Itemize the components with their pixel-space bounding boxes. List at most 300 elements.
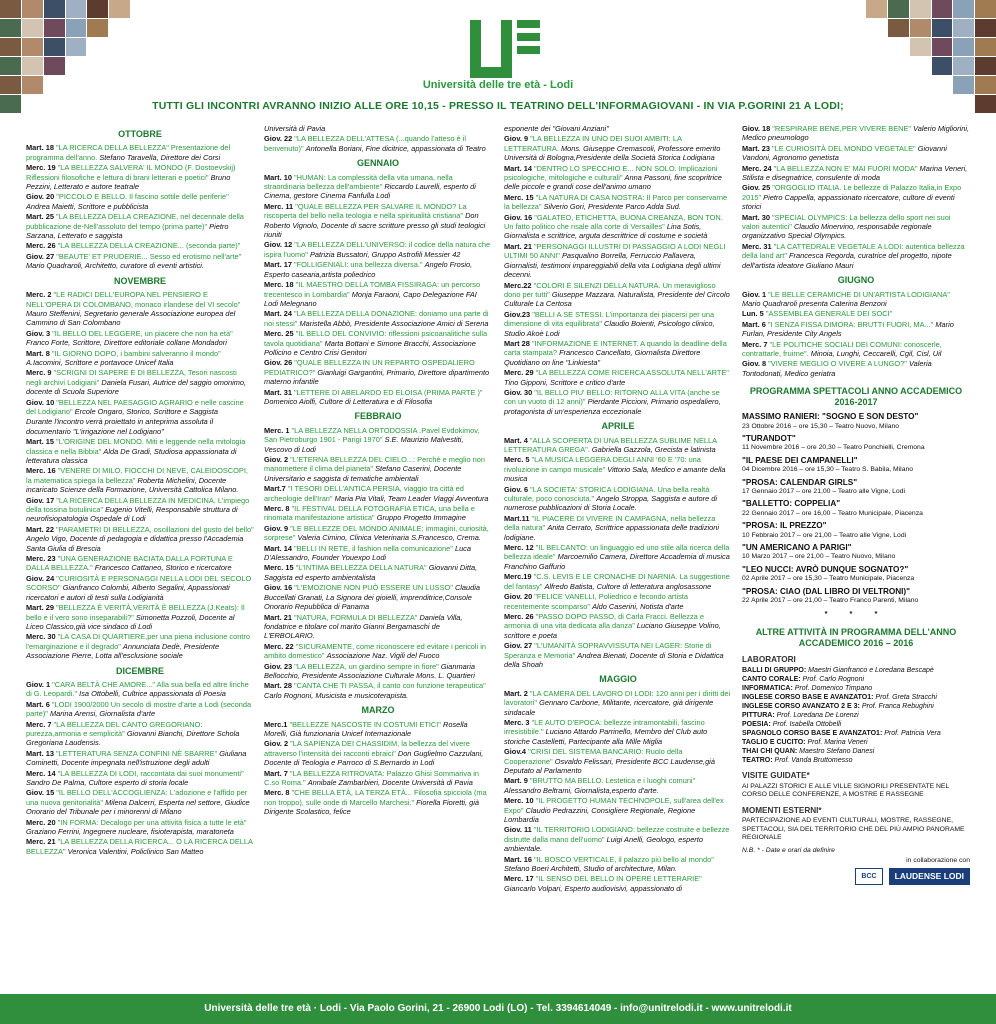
collage-photo: [888, 19, 909, 37]
event-speaker: Giuliana Cominetti, Docente impegnata nell'istruzione degli adulti: [26, 748, 247, 768]
event-title: "IL PROGETTO HUMAN TECHNOPOLE, sull'area dell'ex Expo": [504, 796, 724, 815]
event-date: Mart. 4: [504, 435, 528, 445]
event-speaker: Riccardo Laurelli, esperto di Cinema, gestore Cinema Fanfulla Lodi: [264, 182, 476, 201]
event-item: [26, 252, 254, 271]
event-date: Giov. 16: [504, 212, 533, 222]
event-title: "VIVERE MEGLIO O VIVERE A LUNGO?": [768, 359, 907, 369]
collage-photo: [866, 0, 887, 18]
event-date: Giov. 11: [504, 825, 532, 835]
event-title: "FOLLIGENIALI: una bellezza diversa.": [294, 260, 423, 270]
event-title: "VENERE DI MILO, FIOCCHI DI NEVE, CALEIDOSCOPI, la matematica spiega la bellezza": [26, 466, 248, 485]
event-date: Giov. 16: [264, 583, 293, 593]
event-item: [504, 796, 732, 824]
event-speaker: Francesco Cattaneo, Storico e ricercatore: [94, 563, 232, 573]
collage-photo: [953, 0, 974, 18]
event-speaker: Valeria Cimino, Clinica Veterinaria S.Francesco, Crema.: [297, 533, 481, 543]
event-item: [504, 874, 732, 893]
event-speaker: Mons. Giuseppe Cremascoli, Professore emerito Università di Bologna,Presidente della Società Storica Lodigiana: [504, 143, 721, 163]
show-name: MASSIMO RANIERI: "SOGNO E SON DESTO": [742, 412, 919, 422]
event-date: Merc. 8: [264, 788, 290, 798]
event-speaker: Andrea Bienati, Docente di Storia e Didattica della Shoah: [504, 650, 724, 669]
collage-photo: [22, 0, 43, 18]
event-speaker: Marina Veneri, Stilista e disegnatrice, consulente di moda: [742, 163, 968, 183]
event-speaker: Stefano Caserini, Docente Universitario e saggista di tematiche ambientali: [264, 464, 462, 483]
event-speaker: Claudio Minervino, responsabile regionale organizzativo Special Olympics.: [742, 222, 932, 241]
event-date: Mart. 18: [26, 143, 54, 153]
event-title: "LE AUTO D'EPOCA: bellezze intramontabili, fascino irresistibile.": [504, 717, 705, 737]
event-item: [504, 641, 732, 669]
event-speaker: Carlo Rognoni, Musicista e musicoterapista.: [264, 690, 409, 700]
collage-photo: [66, 57, 87, 75]
event-item: [26, 192, 254, 211]
collage-photo: [866, 38, 887, 56]
logo-title: Università delle tre età - Lodi: [422, 79, 574, 91]
collage-photo: [109, 0, 130, 18]
event-speaker: Fiorella Fioretti, già Dirigente Scolastico, felice: [264, 797, 480, 817]
collage-photo: [109, 19, 130, 37]
month-heading: MAGGIO: [599, 674, 637, 685]
event-title: "IL TERRITORIO LODIGIANO: bellezze costruite e bellezze distrutte dalla mano dell'uomo": [504, 825, 730, 844]
month-heading: MARZO: [361, 705, 395, 716]
event-title: "LE POLITICHE SOCIALI DEI COMUNI: conoscerle, contrattarle, fruirne".: [742, 339, 942, 358]
show-item: [742, 499, 970, 518]
event-speaker: Luigi Anelli, Geologo, esperto ambientale.: [504, 834, 703, 854]
event-title: "BELLEZZA NEL PAESAGGIO AGRARIO e nelle cascine del Lodigiano": [26, 397, 244, 416]
month-heading: OTTOBRE: [118, 129, 162, 139]
lab-teacher: Maestro Stefano Danesi: [799, 748, 875, 756]
collage-photo: [22, 19, 43, 37]
event-title: "L'INTIMA BELLEZZA DELLA NATURA": [295, 563, 427, 573]
event-date: Merc. 16: [26, 466, 56, 476]
headline: TUTTI GLI INCONTRI AVRANNO INIZIO ALLE ORE 10,15 - PRESSO IL TEATRINO DELL'INFORMAGIOVANI - IN VIA P.GORINI 21 A LODI;: [152, 100, 844, 112]
event-date: Giov. 26: [264, 358, 293, 368]
labs-title: LABORATORI: [742, 654, 796, 664]
event-item: [504, 436, 732, 455]
event-speaker: Don Guglielmo Cazzulani, Docente di Teologia e Parroco di S.Bernardo in Lodi: [264, 748, 484, 768]
event-date: Mart. 14: [504, 163, 532, 173]
event-date: Merc. 8: [264, 504, 290, 514]
event-item: [264, 426, 492, 454]
show-name: "UN AMERICANO A PARIGI": [742, 543, 852, 553]
event-item: [264, 388, 492, 407]
event-item: [264, 662, 492, 681]
event-date: Merc. 21: [26, 837, 56, 847]
event-speaker: Marcoemilio Camera, Direttore Accademia di musica Franchino Gaffurio: [504, 552, 730, 571]
lab-name: INGLESE CORSO BASE E AVANZATO1:: [742, 694, 874, 702]
event-item: [264, 544, 492, 563]
lab-name: INFORMATICA:: [742, 685, 793, 693]
collage-photo: [87, 19, 108, 37]
event-title: "FELICE VANELLI, Poliedrico e fecondo artista recentemente scomparso": [504, 592, 688, 611]
event-date: Giov. 1: [26, 679, 51, 689]
event-speaker: Andrea Maietti, Scrittore e pubblicista: [26, 201, 149, 211]
event-date: Giov.4: [504, 747, 527, 757]
event-title: "IN FORMA: Decalogo per una attività fisica a tutte le età": [57, 817, 247, 827]
lab-teacher: Prof. Vanda Bruttomesso: [774, 757, 853, 765]
event-speaker: Luciano Giuseppe Volino, scrittore e poeta: [504, 621, 721, 640]
event-title: "COLORI E SILENZI DELLA NATURA. Un meraviglioso dono per tutti": [504, 280, 716, 299]
event-date: Merc. 23: [26, 554, 56, 564]
event-date: Giov. 27: [26, 251, 55, 261]
collage-photo: [910, 19, 931, 37]
event-item: [742, 242, 970, 270]
event-title: "INFORMAZIONE E INTERNET. A quando la deadline della carta stampata?: [504, 338, 727, 358]
event-date: Mart. 10: [264, 172, 292, 182]
photo-collage-right: [866, 0, 996, 115]
show-info: 10 Marzo 2017 – ore 21,00 – Teatro Nuovo, Milano: [742, 553, 896, 561]
event-item: [264, 504, 492, 523]
lab-name: BALLI DI GRUPPO:: [742, 667, 807, 675]
event-item: [264, 455, 492, 483]
other-activities-title: ALTRE ATTIVITÀ IN PROGRAMMA DELL'ANNO ACCADEMICO 2016 – 2016: [755, 626, 957, 648]
event-title: "LA BELLEZZA DELLA CREAZIONE, nel decennale della pubblicazione de-Nell'assoluto del tempo (prima parte)": [26, 212, 244, 231]
lab-teacher: Prof. Domenico Timpano: [794, 685, 873, 693]
event-title: "LE RADICI DELL'EUROPA NEL PENSIERO E NELL'OPERA DI COLOMBANO, monaco irlandese del VI secolo": [26, 290, 241, 309]
lab-name: CANTO CORALE:: [742, 676, 801, 684]
event-title: "LA SOCIETA' STORICA LODIGIANA. Una bella realtà culturale, poco conosciuta.": [504, 484, 710, 504]
event-date: Merc. 17: [504, 874, 534, 884]
show-info: 02 Aprile 2017 – ore 15,30 – Teatro Municipale, Piacenza: [742, 575, 915, 583]
program-columns: [26, 124, 976, 994]
event-item: [504, 455, 732, 483]
lab-item: [742, 738, 970, 747]
event-item: [264, 484, 492, 503]
event-title: "SPECIAL OLYMPICS: La bellezza dello sport nei suoi valori autentici": [742, 212, 951, 232]
event-title: "CRISI DEL SISTEMA BANCARIO: Ruolo della Cooperazione": [504, 747, 683, 766]
event-speaker: Giovanni Vandoni, Agronomo genetista: [742, 143, 947, 163]
event-title: "RESPIRARE BENE,PER VIVERE BENE": [772, 124, 912, 133]
event-item: [504, 592, 732, 611]
collage-photo: [975, 38, 996, 56]
event-speaker: Silverio Gori, Presidente Parco Adda Sud.: [543, 202, 681, 212]
collage-photo: [66, 0, 87, 18]
event-title: "IL BELLO DEL CONVIVIO: riflessioni psicoanalitiche sulla tavola quotidiana": [264, 329, 488, 348]
event-title: "IL BELLO PIU' BELLO: RITORNO ALLA VITA (anche se con un vuoto di 12 anni)": [504, 387, 720, 407]
event-speaker: Vittorio Sala, Medico e amante della musica: [504, 464, 726, 484]
event-speaker: Gabriella Gazzola, Grecista e latinista: [591, 445, 716, 454]
event-item: [504, 281, 732, 309]
event-date: Mart. 16: [504, 854, 532, 864]
event-speaker: Luca D'Alessandro, Founder Youexpo Lodi: [264, 543, 471, 563]
event-title: "IL BELLO DELL'ACCOGLIENZA: L'adozione e l'affido per una nuova genitorialità": [26, 788, 248, 807]
event-date: Giov. 27: [504, 641, 533, 651]
event-title: "QUALE BELLEZZA PER SALVARE IL MONDO? La riscoperta del bello nella teologia e nella spiritualità cristiana": [264, 201, 467, 221]
collage-photo: [975, 57, 996, 75]
event-speaker: Patrizia Bussatori, Gruppo Astrofili Messier 42: [309, 249, 461, 259]
collage-photo: [109, 57, 130, 75]
event-title: "L'ETERNA BELLEZZA DEL CIELO...: Perchè e meglio non manomettere il clima del pianeta": [264, 455, 485, 474]
show-item: [742, 478, 970, 497]
shows-list: [742, 412, 970, 605]
event-title: "LA CASA DI QUARTIERE,per una piena inclusione contro l'emarginazione e il degrado": [26, 632, 250, 651]
event-speaker: Stefano Taravella, Direttore dei Corsi: [99, 152, 221, 162]
event-date: Giov. 15: [26, 788, 55, 798]
collage-photo: [0, 38, 21, 56]
collage-photo: [22, 57, 43, 75]
moments-text: PARTECIPAZIONE AD EVENTI CULTURALI, MOSTRE, RASSEGNE, SPETTACOLI, SIA DEL TERRITORIO CHE DEL PIÙ AMPIO PANORAME REGIONALE: [742, 817, 965, 842]
event-title: "BELLI IN RETE, il fashion nella comunicazione": [294, 543, 453, 553]
event-title: "LA BELLEZZA DI LODI, raccontata dai suoi monumenti": [57, 768, 244, 778]
event-date: Mart. 25: [26, 212, 54, 222]
event-title: "HUMAN: La complessità della vita umana, nella straordinaria bellezza dell'ambiente": [264, 172, 453, 192]
show-item: [742, 456, 970, 475]
show-name: "PROSA: CIAO (DAL LIBRO DI VELTRONI)": [742, 586, 911, 596]
event-title: "L'UMANITÀ SOPRAVVISSUTA NEI LAGER: Storie di Speranza e Memoria": [504, 641, 712, 660]
event-item: [26, 417, 254, 436]
collage-photo: [22, 38, 43, 56]
month-heading: GIUGNO: [837, 275, 875, 286]
event-item: [26, 437, 254, 465]
event-item: [26, 329, 254, 348]
event-title: "IL FESTIVAL DELLA FOTOGRAFIA ETICA, una bella e rinomata manifestazione artistica": [264, 504, 475, 523]
event-title: "CANTA CHE TI PASSA, il canto con funzione terapeutica": [294, 681, 486, 691]
collage-photo: [888, 0, 909, 18]
event-date: Mart. 9: [504, 776, 528, 786]
event-item: [26, 749, 254, 768]
event-date: Merc. 10: [504, 796, 534, 806]
event-date: Mart. 28: [264, 681, 292, 691]
event-title: "LA BELLEZZA IN UNO DEI SUOI AMBITI: LA LETTERATURA.: [504, 134, 682, 153]
unitre-logo: [470, 20, 540, 78]
lab-teacher: Prof. Marina Veneri: [807, 739, 868, 747]
event-speaker: Alfredo Batista, Cultore di letteratura anglosassone: [544, 581, 712, 591]
event-title: "IL BOSCO VERTICALE, il palazzo più bello al mondo": [534, 854, 714, 864]
event-item: [742, 164, 970, 183]
shows-title: PROGRAMMA SPETTACOLI ANNO ACCADEMICO 2016-2017: [749, 386, 963, 408]
event-date: Merc. 1: [264, 425, 290, 435]
column-3: [504, 124, 732, 894]
event-date: Mart. 8: [26, 348, 50, 358]
event-speaker: Valeria Tontodonati, Medico geriatra: [742, 359, 932, 378]
event-title: "IL BELLO DEL LEGGERE, un piacere che non ha età": [52, 328, 233, 338]
event-speaker: Angelo Frosio, Esperto casearia,artista poliedrico: [264, 260, 473, 279]
event-item: [504, 339, 732, 367]
event-date: Merc.19: [504, 572, 532, 582]
event-title: "CHE BELLA ETÀ, LA TERZA ETÀ... Filosofia spicciola (ma non troppo), sulle onde di Marcello Marchesi.": [264, 788, 487, 807]
event-speaker: Università di Pavia: [264, 124, 326, 133]
event-date: Merc. 18: [264, 280, 294, 290]
collage-photo: [44, 38, 65, 56]
show-item: [742, 412, 970, 431]
event-title: "LETTERE DI ABELARDO ED ELOISA (PRIMA PARTE )": [294, 387, 483, 397]
event-date: Merc. 26: [26, 241, 56, 251]
event-date: Giov. 12: [264, 240, 293, 250]
event-speaker: Annibale Zambarbieri, Docente Università di Pavia: [307, 778, 473, 787]
event-date: Merc. 7: [26, 719, 52, 729]
event-title: "LE CURIOSITÀ DEL MONDO VEGETALE": [772, 143, 916, 153]
event-speaker: Annunciata Dedè, Presidente Associazione Pierre, Lotta all'esclusione sociale: [26, 641, 220, 661]
event-item: [742, 290, 970, 309]
event-item: [504, 612, 732, 640]
event-speaker: Milena Dalcerri, Esperta nel settore, Giudice Onorario del Tribunale per i minorenni di Milano: [26, 797, 250, 817]
event-date: Giov. 9: [504, 134, 529, 144]
event-item: [264, 788, 492, 816]
event-speaker: Alda De Gradi, Studiosa appassionata di letteratura classica: [26, 446, 237, 465]
event-date: Mart. 6: [26, 699, 50, 709]
event-date: Merc. 15: [504, 192, 534, 202]
event-title: "PARAMETRI DI BELLEZZA, oscillazioni del gusto del bello": [56, 524, 254, 534]
event-item: [264, 524, 492, 543]
event-speaker: esponente dei "Giovani Anziani": [504, 124, 609, 133]
event-title: "IL GIORNO DOPO, i bambini salveranno il mondo": [51, 348, 221, 358]
lab-item: [742, 666, 970, 675]
collage-photo: [66, 19, 87, 37]
nb-note: N.B. * - Date e orari da definire: [742, 847, 835, 855]
event-title: "ALLA SCOPERTA DI UNA BELLEZZA SUBLIME NELLA LETTERATURA GREGA".: [504, 435, 717, 454]
collage-photo: [44, 0, 65, 18]
show-name: "PROSA: CALENDAR GIRLS": [742, 477, 858, 487]
collage-photo: [888, 38, 909, 56]
visits-text: AI PALAZZI STORICI E ALLE VILLE SIGNORILI PRESENTATE NEL CORSO DELLE CONFERENZE, A MOSTRE E RASSEGNE: [742, 782, 949, 799]
event-date: Mart. 29: [26, 603, 54, 613]
event-item: [26, 525, 254, 553]
event-title: "IL MAESTRO DELLA TOMBA FISSIRAGA: un percorso trecentesco in Lombardia": [264, 280, 481, 299]
event-item: [264, 739, 492, 767]
event-title: "SICURAMENTE, come riconoscere ed evitare i pericoli in ambito domestico": [264, 641, 486, 661]
event-speaker: Monja Faraoni, Capo Delegazione FAI Lodi Melegnano: [264, 289, 477, 308]
collage-photo: [932, 0, 953, 18]
event-item: [26, 496, 254, 524]
event-date: Merc. 3: [504, 717, 530, 727]
event-date: Giov. 10: [26, 397, 55, 407]
collage-photo: [975, 0, 996, 18]
event-date: Giov. 25: [742, 183, 771, 193]
show-item: [742, 565, 970, 584]
event-speaker: Pietro Sarzana, Letterato e saggista: [26, 221, 229, 241]
event-date: Merc. 31: [742, 241, 772, 251]
collage-photo: [87, 0, 108, 18]
lab-item: [742, 702, 970, 711]
event-date: Merc. 5: [504, 455, 530, 465]
event-item: [26, 212, 254, 240]
show-name: "LEO NUCCI: AVRÒ DUNQUE SOGNATO?": [742, 564, 909, 574]
event-date: Mart. 24: [264, 309, 292, 319]
event-date: Merc. 25: [264, 329, 294, 339]
lab-teacher: Prof. Isabella Ottobelli: [772, 721, 842, 729]
event-speaker: Antonella Boriani, Fine dicitrice, appassionata di Teatro: [305, 143, 486, 153]
event-item: [504, 485, 732, 513]
event-date: Giov. 3: [26, 328, 51, 338]
event-title: "L'EMOZIONE NON PUÒ ESSERE UN LUSSO": [294, 583, 453, 593]
event-title: "BELLEZZE NASCOSTE IN COSTUMI ETICI": [289, 719, 441, 729]
month-heading: FEBBRAIO: [354, 411, 402, 422]
event-date: Mart. 21: [504, 241, 532, 251]
event-item: [26, 163, 254, 191]
event-date: Merc. 26: [504, 611, 534, 621]
event-speaker: Sandro De Palma, Cultore esperto di storia locale: [26, 778, 189, 787]
event-speaker: Pietro Cappella, appassionato ricercatore, cultore di eventi storici: [742, 192, 955, 212]
collage-photo: [866, 19, 887, 37]
collage-photo: [910, 57, 931, 75]
lab-teacher: Prof. Franca Rebughini: [861, 703, 934, 711]
event-title: "ASSEMBLEA GENERALE DEI SOCI": [765, 309, 893, 319]
collage-photo: [888, 57, 909, 75]
event-item: [264, 769, 492, 788]
lab-name: INGLESE CORSO AVANZATO 2 E 3:: [742, 703, 860, 711]
event-title: "GALATEO, ETICHETTA, BUONA CREANZA, BON TON. Un fatto politico che risale alla corte di Versailles": [504, 212, 723, 232]
lab-name: SPAGNOLO CORSO BASE E AVANZATO1:: [742, 730, 883, 738]
event-title: "LA CAMERA DEL LAVORO DI LODI: 120 anni per i diritti dei lavoratori": [504, 688, 731, 708]
collab-label: in collaborazione con: [906, 856, 970, 864]
lab-teacher: Prof. Patricia Vera: [884, 730, 941, 738]
event-speaker: Marta Bottani e Simone Bracchi, Associazione Pollicino e Centro Crisi Genitori: [264, 338, 476, 357]
lab-name: THAI CHI QUAN:: [742, 748, 798, 756]
column-2: [264, 124, 492, 818]
event-title: "LA BELLEZZA DELL'UNIVERSO: il codice della natura che ispira l'uomo": [264, 240, 491, 259]
month-heading: APRILE: [601, 421, 635, 432]
event-item: [26, 818, 254, 837]
event-date: Mart. 6: [742, 319, 766, 329]
event-speaker: Giovanni Bianchi, Direttore Schola Gregoriana Laudensis.: [26, 728, 240, 748]
event-speaker: Mauro Steffenini, Segretario generale Associazione europea del Cammino di San Colombano: [26, 308, 236, 328]
event-title: "BRUTTO MA BELLO. Lestetica e i luoghi comuni": [529, 776, 696, 786]
lab-name: TEATRO:: [742, 757, 773, 765]
collage-photo: [0, 57, 21, 75]
event-title: "LA BELLEZZA DELLA DONAZIONE: doniamo una parte di noi stessi": [264, 309, 489, 328]
event-date: Merc. 2: [26, 290, 52, 300]
event-item: [504, 388, 732, 416]
event-speaker: Lina Sotis, Giornalista e scrittrice, arguta descrittrice di costume e società: [504, 222, 708, 241]
event-title: "UNA GENERAZIONE BACIATA DALLA FORTUNA E DALLA BELLEZZA.": [26, 554, 233, 573]
event-item: [504, 543, 732, 571]
event-item: [26, 788, 254, 816]
event-speaker: Eugenio Vitelli, Responsabile struttura di neurofisiopatologia Ospedale di Lodi: [26, 505, 238, 524]
event-date: Giov. 2: [264, 739, 289, 749]
event-item: [264, 134, 492, 153]
event-title: "LETTERATURA SENZA CONFINI NÈ SBARRE": [56, 748, 218, 758]
event-title: "LA BELLEZZA NELLA ORTODOSSIA .Pavel Evdokimov, San Pietroburgo 1901 - Parigi 1970": [264, 425, 480, 445]
lab-name: PITTURA:: [742, 712, 775, 720]
event-date: Merc. 12: [504, 543, 534, 553]
event-date: Giov. 23: [264, 661, 293, 671]
visits-title: VISITE GUIDATE*: [742, 771, 810, 781]
event-title: "SCRIGNI DI SAPERE E DI BELLEZZA, Tesori nascosti negli archivi Lodigiani": [26, 368, 237, 387]
event-date: Mart.7: [264, 484, 286, 494]
event-item: [742, 340, 970, 359]
event-item: [264, 681, 492, 700]
event-title: "PICCOLO E BELLO. Il fascino sottile delle periferie": [56, 192, 229, 202]
event-speaker: Mario Quadraroli presenta Caterina Benzoni: [742, 298, 887, 308]
event-speaker: Isa Ottobelli, Cultrice appassionata di Poesia: [79, 689, 226, 699]
event-item: [264, 613, 492, 641]
event-title: "L'ORIGINE DEL MONDO. Miti e leggende nella mitologia classica e nella Bibbia": [26, 437, 246, 456]
event-speaker: Daniela Fusari, Autrice del saggio omonimo, docente di Scuola Superiore: [26, 377, 247, 397]
event-speaker: Gianluigi Gargantini, Primario, Direttore dipartimento materno infantile: [264, 367, 490, 387]
show-info: 04 Dicembre 2016 – ore 15,30 – Teatro S. Babila, Milano: [742, 466, 914, 474]
event-title: "BELLI A SE STESSI. L'importanza dei piacersi per una dimensione di vita equilibrata": [504, 309, 715, 329]
event-item: [26, 574, 254, 602]
collage-photo: [0, 0, 21, 18]
collage-photo: [932, 19, 953, 37]
event-speaker: Alessandro Beltrami, Giornalista,esperto d'arte.: [504, 785, 659, 795]
event-speaker: Graziano Ferrini, Ingegnere nucleare, fisioterapista, maratoneta: [26, 827, 234, 837]
event-date: Mart. 23: [742, 143, 770, 153]
column-1: [26, 124, 254, 857]
footer-bar: Università delle tre età · Lodi - Via Paolo Gorini, 21 - 26900 Lodi (LO) - Tel. 3394614049 - info@unitrelodi.it - www.unitrelodi.it: [0, 994, 996, 1024]
event-item: [504, 134, 732, 162]
event-title: "DENTRO LO SPECCHIO E... NON SOLO. Implicazioni psicologiche, mitologiche e culturali": [504, 163, 718, 183]
event-date: Merc. 19: [26, 163, 56, 173]
event-date: Giov. 20: [26, 192, 55, 202]
event-speaker: Francesco Cancellato, Giornalista Direttore Quotidiano on line "Linkiesta": [504, 348, 701, 367]
show-name: "IL PAESE DEI CAMPANELLI": [742, 455, 858, 465]
event-item: [504, 242, 732, 280]
event-item: [504, 193, 732, 212]
labs-list: [742, 666, 970, 765]
event-title: "PERSONAGGI ILLUSTRI DI PASSAGGIO A LODI NEGLI ULTIMI 50 ANNI": [504, 241, 726, 261]
event-title: "IL PIACERE DI VIVERE IN CAMPAGNA, nella bellezza della natura": [504, 513, 716, 533]
event-title: "LA BELLEZZA DELL'ATTESA (...quando l'atteso è il benvenuto)": [264, 134, 466, 153]
